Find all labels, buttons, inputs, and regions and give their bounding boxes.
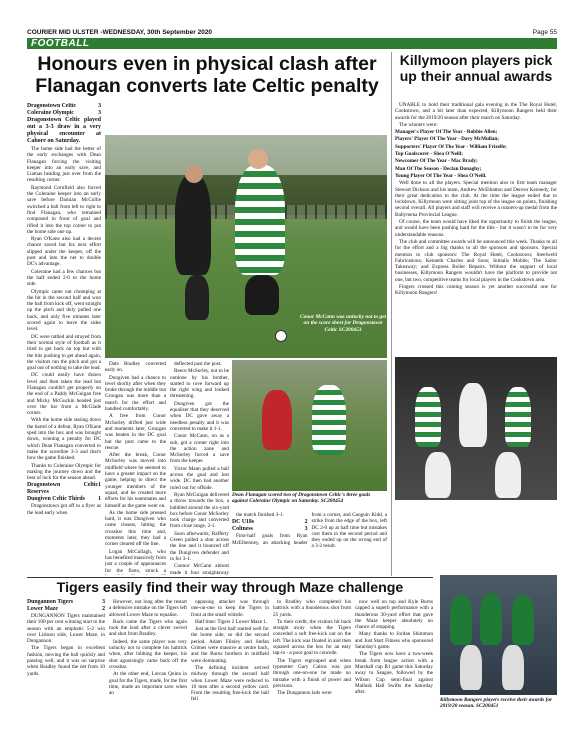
paragraph: The Tigers now have a two-week break from league action with a Marshall cup R1 game this Saturday away to Seagoe, followed by the Wilson Cup semi-final against Mallusk Hall Swifts the Saturday after. xyxy=(355,651,433,696)
award-line: Manager's Player Of The Year - Robbie Allen; xyxy=(395,129,498,136)
paragraph: Logan McCullagh, who has benefited massively from just a couple of appearances for the firsts, struck a xyxy=(105,548,166,574)
bottom-column-2 xyxy=(109,599,187,709)
paragraph: deflected past the post. xyxy=(174,361,222,367)
main-photo-caption: Conor McCann was unlucky not to get on the score sheet for Dragonstown Celtic SC200453 xyxy=(300,314,386,333)
score-line: Dragonstown Celtic Reserves 1 xyxy=(27,482,101,496)
award-line: Young Player Of The Year - Shea O'Neill. xyxy=(395,172,487,179)
team-photo-caption: Killymoon Rangers players receive their awards for 2019/20 season. SC200451 xyxy=(440,697,553,710)
score-line: Lower Maze 2 xyxy=(27,606,105,612)
paragraph: Many thanks to Jordan Shimmon and Just Start Fitness who sponsored Saturday's game. xyxy=(355,631,433,651)
masthead xyxy=(27,29,557,38)
score-line: Dungiven Celtic Thirds 1 xyxy=(27,496,101,503)
bottom-column-1 xyxy=(27,599,105,709)
paragraph: At the other end, Lorcan Quinn in goal for the Tigers, made, for the first time, made an important save when an xyxy=(109,671,187,697)
paragraph: Dale Bradley converted early on. xyxy=(105,361,166,374)
award-line: Man Of The Season - Declan Donaghy; xyxy=(395,165,482,172)
article-column-4 xyxy=(232,512,387,574)
score-line: Coleraine Olympic 3 xyxy=(27,110,101,116)
sidebar-article xyxy=(395,102,557,356)
article-column-1 xyxy=(27,103,101,575)
paragraph: Of course, the team would have liked the opportunity to finish the league, and would have been pushing hard for the title - but it wasn't to be for very understandable reasons. xyxy=(395,219,557,238)
article-column-2 xyxy=(105,361,166,575)
paragraph: the match finished 3-1. xyxy=(236,512,284,518)
paragraph: As the home side pressed hard, it was Dungiven who came closest, hitting the crossbar this time and, moments later, they had a corner cleared off the line. xyxy=(105,509,166,548)
paragraph: opposing attacker was through one-on-one to keep the Tigers in front at the small whistle. xyxy=(191,599,269,618)
paragraph: With the home side staring down the barrel of a defeat, Ryan O'Kane sped into the box and was brought down, winning a penalty for DC which Dean Flanagan converted to make the scoreline 3-3 and that's how the game finished. xyxy=(27,417,101,462)
paragraph: A free from Conor McSorley drifted just wide and moments later, Grougan was beaten in the DC goal but the post came to the rescue. xyxy=(105,413,166,451)
award-line: Supporters' Player Of The Year - William Frizelle; xyxy=(395,143,507,150)
paragraph: First-half goals from Ryan McElhenney, an attacking header from a corner, and Caoguin Kidd, a strike from the edge of the box, left DC 2-0 up at half time but mistakes cost them in the second period and they ended up on the wrong end of a 3-2 result. xyxy=(232,512,387,550)
paragraph: The club and committee awards will be announced this week. Thanks to all for the effort and a big thanks to all the sponsors and sponsors. Special mention to club sponsors: The Royal Hotel, Cookstown; Steelweld Fabrications; Kenneth Charles and Sons; Initialis Mobile; The Sailor Takeaway; and Express Boiler Repairs. Without the support of local businesses, Killymoon Rangers wouldn't have the platform to provide not one, but two, competitive teams for local players in the Cookstown area. xyxy=(395,238,557,283)
main-headline: Honours even in physical clash after Flanagan converts late Celtic penalty xyxy=(35,53,379,97)
paragraph: To their credit, the visitors hit back straight away when the Tigers conceded a soft free-kick out on the left. The kick was floated in and then squared across the box for an easy tap-in - a poor goal to concede. xyxy=(273,618,351,657)
paragraph: Just as the first half started well for the home side, so did the second period. Adam Flinley and Stefan Grimes were massive at centre back, and the Burns brothers in midfield were dominating. xyxy=(191,626,269,664)
secondary-photo xyxy=(232,360,387,491)
article-lead: Dragonstown Celtic played out a 3-3 draw in a very physical encounter at Cahore on Saturday. xyxy=(27,117,101,144)
bottom-column-4 xyxy=(273,599,351,709)
paragraph: Conor McCann, on as a sub, got a corner right into the action zone and McSorley forced a save from the keeper. xyxy=(170,433,229,465)
paragraph: Dungiven got the equaliser that they deserved when DC gave away a needless penalty and it was converted to make it 1-1. xyxy=(170,400,229,432)
team-photo xyxy=(440,575,557,695)
score-line: Dungannon Tigers 3 xyxy=(27,599,105,605)
paragraph: The home side had the better of the early exchanges with Dean Flanagan forcing the visiting keeper into an early save, and Liamas heading just over from the resulting corner. xyxy=(27,146,101,184)
paragraph: Dungiven had a chance to level shortly after when they broke through the middle but Grougan was more than a match for the effort and handled comfortably. xyxy=(105,374,166,413)
page-number: Page 55 xyxy=(532,29,557,36)
paragraph: Half time: Tigers 2 Lower Maze 1. xyxy=(195,618,268,625)
second-headline: Tigers easily find their way through Maze challenge xyxy=(56,580,404,596)
paragraph: The Tigers began in excellent fashion, moving the ball quickly and passing well, and it was no surprise when Bradley found the net from 10 yards. xyxy=(27,645,105,677)
paragraph: Reece McSorley, not to be outdone by his brother, started to rove forward up the right wing and looked threatening. xyxy=(170,368,229,400)
paragraph: Victor Mann pulled a ball across the goal and lost wide. DC then had another ruled out for offside. xyxy=(170,465,229,491)
paragraph: Ryan McGuigan delivered a throw towards the box, a bubbled around the six-yard box before Conor McSorley took charge and converted from close range, 2-1. xyxy=(170,491,229,530)
bottom-column-3 xyxy=(191,599,269,709)
masthead-date: COURIER MID ULSTER -WEDNESDAY, 30th September 2020 xyxy=(27,29,213,36)
award-line: Newcomer Of The Year - Mac Brady; xyxy=(395,158,478,165)
paragraph: After the break, Conor McSorley was moved into midfield where he seemed to have a greater impact on the game, helping to direct the younger members of the squad, and he created more efforts for his teammates and himself as the game went on. xyxy=(105,452,166,509)
paragraph: DUNGANNON Tigers maintained their 100 per cent winning start to the season with an emphatic 5-2 win over Lisburn side, Lower Maze, in Dungannon. xyxy=(27,613,105,645)
paragraph: Olympic came out chomping at the bit in the second half and won the ball from kick off, went straight up the pitch and duly pulled one back, and only five minutes later scored again to leave the sides level. xyxy=(27,288,101,333)
section-bar xyxy=(27,38,557,49)
awards-photo xyxy=(395,357,557,500)
paragraph: Coleraine had a few chances but the half ended 2-0 to the home side. xyxy=(27,268,101,288)
bottom-column-5 xyxy=(355,599,433,709)
paragraph: The defining incident arrived midway through the second half when Lower Maze were reduced to 10 men after a second yellow card. From the resulting free-kick the ball fell xyxy=(191,664,269,703)
paragraph: Raymond Cornfield also forced the Coleraine keeper into an early save before Damian McCullie switched a ball from left to right to find Flanagan, who remained composed in front of goal and rifled it into the top corner to put the home side one up. xyxy=(27,184,101,235)
paragraph: Thanks to Coleraine Olympic for making the journey down and the best of luck for the season ahead. xyxy=(27,462,101,482)
secondary-photo-caption: Dean Flanagan scored two of Dragonstown Celtic's three goals against Coleraine Olympic on Saturday. SC200454 xyxy=(232,492,371,505)
paragraph: However, not long after the restart a defensive mistake on the Tigers left allowed Lower Maze to equalise. xyxy=(109,599,187,618)
paragraph: Fingers crossed this coming season is yet another successful one for Killymoon Rangers! xyxy=(395,284,557,297)
award-line: Top Goalscorer - Shea O'Neill; xyxy=(395,151,463,158)
paragraph: to Bradley who completed his hattrick with a thunderous shot from 25 yards. xyxy=(273,599,351,618)
section-label: FOOTBALL xyxy=(31,38,90,49)
article-column-3 xyxy=(170,361,229,575)
paragraph: Connor McCann almost made it four straightaway xyxy=(170,563,229,575)
paragraph: Back came the Tigers who again took the lead after a clever swivel and shot from Bradley. xyxy=(109,618,187,638)
paragraph: Indeed, the same player was very unlucky not to complete his hattrick when, after lobbing the keeper, his shot agonisingly came back off the crossbar. xyxy=(109,638,187,670)
paragraph: The winners were: xyxy=(399,121,438,128)
paragraph: now well on top and Kyle Burns capped a superb performance with a thunderous 30-yard effort that gave the Maze keeper absolutely no chance of stopping. xyxy=(355,599,433,631)
ball-icon xyxy=(275,330,287,342)
paragraph: Well done to all the players. Special mention also to first team manager Stewart Dickson and his team, Andrew McElhatton and Denver Kennedy, for their great dedication to the club. At the time the league ended due to lockdown, Killymoon were sitting joint top of the league on points, finishing second overall. All players and staff will receive a runners-up medal from the Ballymena Provincial League. xyxy=(395,180,557,218)
paragraph: UNABLE to hold their traditional gala evening in the The Royal Hotel, Cookstown, and a bit later than expected, Killymoon Rangers held their awards for the 2019/20 season after their match on Saturday. xyxy=(395,102,557,121)
paragraph: Ryan O'Kane also had a decent chance saved but his next effort slipped under the keeper, off the post and into the net to double DC's advantage. xyxy=(27,236,101,268)
paragraph: DC could easily have drawn level and then taken the lead but Flanagan couldn't get properly on the end of a Paddy McGuigan free and Micky McGuckin headed just over the bar from a McGlade corner. xyxy=(27,372,101,417)
score-line: DC U18s 2 xyxy=(232,519,308,526)
paragraph: The Dungannon lads were xyxy=(277,690,332,697)
award-line: Players' Player Of The Year - Davy McMullan; xyxy=(395,136,499,143)
paragraph: Soon afterwards, Rafferty Green pulled a shot across the line and it bounced off the Dungiven defender and in for 3-1. xyxy=(170,530,229,562)
section-divider xyxy=(27,577,433,578)
paragraph: DC were rattled and strayed from their normal style of football as it tried to get back on top but with the bits pushing to get ahead again, the visitors ran the pitch and got a goal out of nothing to take the lead. xyxy=(27,333,101,372)
sidebar-headline: Killymoon players pick up their annual awards xyxy=(399,52,553,84)
score-line: Coltness 3 xyxy=(232,526,308,533)
paragraph: The Tigers regrouped and when typesetter Gary Cairns was put through one-on-one he made no mistake with a finish of power and precision. xyxy=(273,657,351,689)
paragraph: Dragonstown got off to a flyer as the lead early when xyxy=(27,503,101,516)
score-line: Dragonstown Celtic 3 xyxy=(27,103,101,109)
column-divider xyxy=(391,52,392,576)
